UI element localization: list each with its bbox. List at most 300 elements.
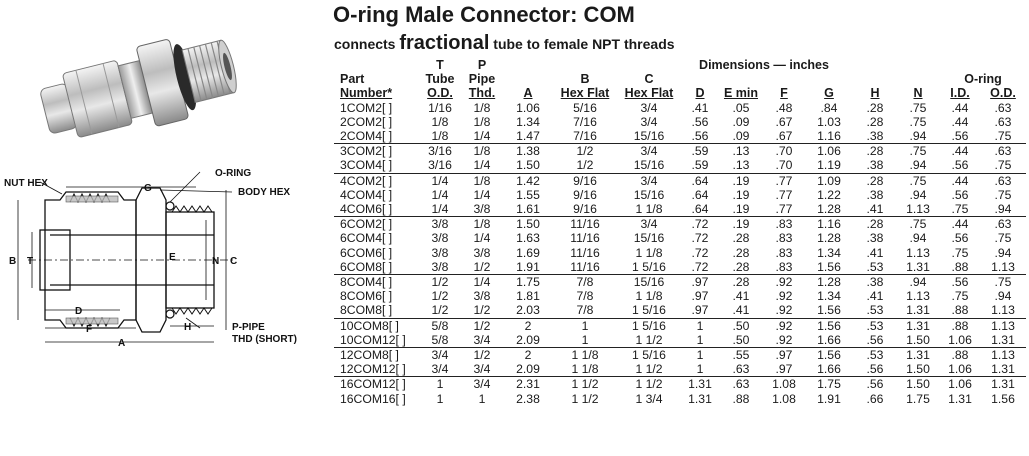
table-cell: 1 1/2	[616, 333, 682, 348]
table-cell: .77	[775, 187, 793, 202]
label-d: D	[75, 306, 83, 317]
table-cell: .92	[775, 289, 793, 304]
table-cell: .63	[732, 377, 750, 392]
table-cell: 3/8	[418, 260, 462, 275]
table-row	[334, 101, 1026, 115]
table-cell: .75	[909, 217, 927, 232]
table-cell: .28	[732, 231, 750, 246]
table-cell: .92	[775, 275, 793, 290]
table-cell: 1.19	[804, 158, 854, 173]
table-cell: .72	[691, 245, 709, 260]
table-cell: .83	[775, 217, 793, 232]
table-cell: 1	[581, 318, 589, 333]
table-cell: 1	[554, 333, 616, 348]
table-cell: 11/16	[570, 217, 600, 232]
table-cell: 1	[478, 391, 486, 406]
table-cell: 1.28	[804, 202, 854, 217]
subtitle-suffix: tube to female NPT threads	[489, 36, 675, 52]
table-cell: 3/4	[462, 362, 502, 377]
table-cell: 1.75	[516, 275, 540, 290]
table-cell: 1.34	[817, 245, 841, 260]
header-part-1: Part	[340, 72, 365, 87]
table-cell: 1/2	[576, 144, 594, 159]
table-cell: 1.56	[804, 303, 854, 318]
table-row	[334, 158, 1026, 173]
table-cell: .64	[691, 173, 709, 188]
table-cell: .56	[951, 187, 969, 202]
table-cell: 1/8	[418, 129, 462, 144]
table-cell: 1.31	[906, 348, 930, 363]
table-cell: 1.50	[896, 333, 940, 348]
table-cell: .59	[682, 158, 718, 173]
table-cell: .63	[994, 114, 1012, 129]
table-cell: 1.06	[940, 362, 980, 377]
table-cell: 1.31	[896, 303, 940, 318]
table-cell: .41	[866, 289, 884, 304]
table-cell: 1.31	[980, 362, 1026, 377]
table-cell: 1	[696, 318, 704, 333]
table-cell: 11/16	[554, 260, 616, 275]
table-cell: 1 3/4	[635, 391, 663, 406]
table-cell: 1.03	[817, 114, 841, 129]
part-number-cell: 2COM2[ ]	[340, 114, 393, 129]
header-h: H	[870, 86, 880, 101]
table-cell: .88	[732, 391, 750, 406]
header-part-2: Number*	[340, 86, 393, 101]
table-row	[334, 318, 1026, 333]
table-cell: 1.75	[817, 377, 841, 392]
table-cell: 1/16	[428, 100, 452, 115]
label-nut-hex: NUT HEX	[4, 178, 48, 189]
table-cell: 3/16	[428, 144, 452, 159]
table-cell: 1.13	[991, 318, 1015, 333]
part-number-cell: 8COM8[ ]	[334, 303, 418, 318]
table-cell: 1.16	[804, 129, 854, 144]
table-cell: .53	[866, 348, 884, 363]
table-cell: 1.13	[980, 303, 1026, 318]
table-cell: 1	[696, 348, 704, 363]
table-cell: 1.91	[502, 260, 554, 275]
table-row	[334, 202, 1026, 217]
part-number-cell: 4COM4[ ]	[340, 187, 393, 202]
label-t: T	[27, 256, 34, 267]
header-c-letter: C	[644, 72, 654, 87]
table-cell: .56	[866, 377, 884, 392]
table-cell: .64	[691, 187, 709, 202]
table-cell: 1 1/8	[554, 362, 616, 377]
table-cell: 1/4	[431, 187, 449, 202]
table-cell: .75	[909, 173, 927, 188]
page-subtitle	[334, 32, 675, 55]
table-cell: .75	[980, 129, 1026, 144]
table-cell: .88	[940, 303, 980, 318]
table-cell: .75	[909, 100, 927, 115]
table-row	[334, 333, 1026, 348]
table-cell: .56	[940, 158, 980, 173]
part-number-cell: 2COM4[ ]	[334, 129, 418, 144]
table-cell: 1	[682, 333, 718, 348]
header-oring-od: O.D.	[990, 86, 1016, 101]
table-cell: 3/8	[462, 202, 502, 217]
table-cell: .38	[866, 231, 884, 246]
table-cell: 1.56	[817, 348, 841, 363]
table-cell: .63	[994, 144, 1012, 159]
table-cell: 1.42	[516, 173, 540, 188]
table-cell: 15/16	[633, 231, 665, 246]
table-cell: 1/8	[473, 217, 491, 232]
table-cell: .05	[732, 100, 750, 115]
table-cell: 1 5/16	[632, 348, 666, 363]
table-cell: 2.38	[516, 391, 540, 406]
table-cell: 1.47	[502, 129, 554, 144]
table-row	[334, 188, 1026, 202]
part-number-cell: 12COM12[ ]	[334, 362, 418, 377]
part-number-cell: 8COM6[ ]	[340, 289, 393, 304]
table-cell: 1/8	[473, 173, 491, 188]
part-number-cell: 10COM8[ ]	[340, 318, 399, 333]
table-row	[334, 144, 1026, 159]
table-cell: 2.03	[502, 303, 554, 318]
header-e-min: E min	[723, 86, 759, 101]
table-cell: .19	[718, 202, 764, 217]
table-cell: 3/8	[431, 231, 449, 246]
table-cell: 1.06	[948, 377, 972, 392]
label-o-ring: O-RING	[215, 168, 252, 179]
label-h: H	[184, 322, 192, 333]
table-cell: 1/4	[462, 129, 502, 144]
table-cell: 1.50	[906, 377, 930, 392]
table-row	[334, 217, 1026, 232]
header-c-hexflat: Hex Flat	[624, 86, 674, 101]
table-cell: 1.09	[817, 173, 841, 188]
table-row	[334, 392, 1026, 406]
table-cell: .41	[732, 289, 750, 304]
table-cell: 1.13	[991, 348, 1015, 363]
table-cell: 1.69	[516, 245, 540, 260]
table-cell: .83	[775, 245, 793, 260]
table-cell: .92	[764, 333, 804, 348]
table-cell: 3/4	[462, 333, 502, 348]
label-c: C	[230, 256, 238, 267]
table-cell: 1.31	[896, 260, 940, 275]
table-cell: 1.56	[804, 260, 854, 275]
part-number-cell: 16COM16[ ]	[340, 391, 406, 406]
header-t-letter: T	[436, 58, 444, 72]
table-cell: .38	[866, 187, 884, 202]
table-cell: .97	[691, 289, 709, 304]
table-cell: 1.55	[516, 187, 540, 202]
table-cell: 1.08	[772, 391, 796, 406]
header-g: G	[824, 86, 834, 101]
table-cell: .94	[909, 275, 927, 290]
table-cell: .44	[951, 217, 969, 232]
table-cell: 1.13	[980, 260, 1026, 275]
table-cell: 1.13	[906, 245, 930, 260]
table-cell: .44	[951, 173, 969, 188]
table-cell: 1.31	[980, 333, 1026, 348]
table-cell: 1/4	[418, 202, 462, 217]
table-cell: 1.28	[817, 231, 841, 246]
table-cell: 1/2	[473, 318, 491, 333]
header-b-hexflat: Hex Flat	[560, 86, 610, 101]
table-cell: 1.06	[940, 333, 980, 348]
subtitle-prefix: connects	[334, 36, 400, 52]
table-cell: 3/4	[640, 144, 658, 159]
label-b: B	[9, 256, 17, 267]
table-cell: 1/4	[462, 158, 502, 173]
table-cell: 3/4	[431, 348, 449, 363]
table-cell: .41	[866, 245, 884, 260]
table-cell: 1 5/16	[616, 303, 682, 318]
label-f: F	[86, 324, 93, 335]
table-cell: 1/2	[462, 260, 502, 275]
table-row	[334, 173, 1026, 188]
table-cell: .67	[775, 114, 793, 129]
table-cell: 3/4	[640, 114, 658, 129]
table-cell: .28	[718, 260, 764, 275]
table-cell: 2	[524, 348, 532, 363]
table-cell: .48	[775, 100, 793, 115]
table-cell: .94	[994, 289, 1012, 304]
table-cell: 1.31	[906, 318, 930, 333]
table-cell: .75	[980, 158, 1026, 173]
label-body-hex: BODY HEX	[238, 187, 291, 198]
table-cell: .28	[866, 144, 884, 159]
table-cell: 1.31	[991, 377, 1015, 392]
part-number-cell: 3COM2[ ]	[340, 144, 393, 159]
table-cell: .56	[854, 362, 896, 377]
table-cell: 1/4	[431, 173, 449, 188]
part-number-cell: 6COM6[ ]	[340, 245, 393, 260]
table-cell: .56	[854, 333, 896, 348]
table-cell: 1 1/8	[635, 289, 663, 304]
header-dimensions: Dimensions — inches	[699, 58, 829, 72]
table-cell: .94	[896, 129, 940, 144]
table-cell: .97	[775, 348, 793, 363]
table-cell: 3/16	[418, 158, 462, 173]
table-cell: .75	[994, 231, 1012, 246]
table-cell: .94	[980, 202, 1026, 217]
table-cell: 1/4	[473, 275, 491, 290]
table-cell: 7/8	[554, 303, 616, 318]
table-cell: .77	[764, 202, 804, 217]
table-cell: 1 1/2	[571, 391, 599, 406]
table-cell: 2.09	[502, 333, 554, 348]
table-cell: 7/8	[576, 275, 594, 290]
table-cell: 1.63	[516, 231, 540, 246]
table-cell: 1.66	[804, 333, 854, 348]
table-cell: 3/8	[431, 245, 449, 260]
table-row	[334, 260, 1026, 275]
table-row	[334, 231, 1026, 245]
table-cell: .44	[951, 144, 969, 159]
table-cell: 1	[436, 391, 444, 406]
table-cell: .77	[775, 173, 793, 188]
header-oring: O-ring	[964, 72, 1002, 87]
header-pipe-thd: Thd.	[468, 86, 496, 101]
table-cell: 1.56	[817, 318, 841, 333]
table-cell: .72	[682, 260, 718, 275]
table-cell: .92	[764, 303, 804, 318]
table-cell: 1.50	[896, 362, 940, 377]
table-cell: 1	[436, 377, 444, 392]
table-cell: 1.50	[516, 217, 540, 232]
part-number-cell: 6COM4[ ]	[340, 231, 393, 246]
table-cell: 1	[682, 362, 718, 377]
table-cell: .88	[940, 260, 980, 275]
header-d: D	[695, 86, 705, 101]
table-cell: .70	[764, 158, 804, 173]
table-cell: .75	[909, 144, 927, 159]
table-cell: .28	[866, 100, 884, 115]
header-a: A	[523, 86, 533, 101]
table-cell: 3/4	[640, 217, 658, 232]
table-cell: 7/16	[573, 114, 597, 129]
table-cell: .56	[951, 231, 969, 246]
table-cell: 1.31	[948, 391, 972, 406]
header-b-letter: B	[580, 72, 590, 87]
table-cell: .63	[994, 100, 1012, 115]
table-cell: 1.81	[516, 289, 540, 304]
part-number-cell: 16COM12[ ]	[340, 377, 406, 392]
table-cell: .55	[732, 348, 750, 363]
table-cell: .83	[775, 231, 793, 246]
table-cell: .75	[951, 245, 969, 260]
table-cell: .56	[951, 275, 969, 290]
table-row	[334, 129, 1026, 144]
table-cell: 5/8	[418, 333, 462, 348]
table-cell: 9/16	[573, 187, 597, 202]
table-cell: .84	[820, 100, 838, 115]
table-cell: 1.38	[516, 144, 540, 159]
table-cell: 3/4	[640, 100, 658, 115]
part-number-cell: 8COM4[ ]	[340, 275, 393, 290]
table-cell: 1/2	[462, 303, 502, 318]
table-cell: 3/4	[473, 377, 491, 392]
table-cell: .28	[866, 114, 884, 129]
table-cell: 5/8	[431, 318, 449, 333]
table-row	[334, 348, 1026, 363]
table-cell: .19	[732, 187, 750, 202]
table-cell: .41	[854, 202, 896, 217]
table-cell: .63	[718, 362, 764, 377]
table-cell: 1.13	[896, 202, 940, 217]
header-n: N	[913, 86, 923, 101]
table-cell: 1 1/2	[571, 377, 599, 392]
table-cell: .59	[691, 144, 709, 159]
table-cell: 1.91	[817, 391, 841, 406]
table-cell: 3/8	[431, 217, 449, 232]
table-cell: .13	[718, 158, 764, 173]
table-cell: 1/8	[473, 114, 491, 129]
table-cell: 7/16	[554, 129, 616, 144]
table-cell: 1.06	[516, 100, 540, 115]
table-cell: .28	[866, 217, 884, 232]
table-cell: .70	[775, 144, 793, 159]
table-cell: 11/16	[570, 245, 600, 260]
table-cell: 5/16	[573, 100, 597, 115]
header-f: F	[780, 86, 788, 101]
table-row	[334, 115, 1026, 129]
table-cell: 9/16	[554, 202, 616, 217]
table-cell: 3/4	[640, 173, 658, 188]
table-body	[334, 101, 1026, 406]
table-row	[334, 275, 1026, 290]
table-cell: 7/8	[576, 289, 594, 304]
table-cell: .56	[682, 129, 718, 144]
table-cell: 1.34	[516, 114, 540, 129]
table-row	[334, 303, 1026, 318]
table-cell: 1 5/16	[632, 318, 666, 333]
table-cell: 1 1/2	[616, 362, 682, 377]
table-cell: .66	[866, 391, 884, 406]
table-cell: 3/8	[473, 245, 491, 260]
part-number-cell: 4COM6[ ]	[334, 202, 418, 217]
table-cell: .83	[764, 260, 804, 275]
table-cell: 11/16	[570, 231, 600, 246]
header-oring-id: I.D.	[950, 86, 970, 101]
table-cell: .53	[854, 303, 896, 318]
part-number-cell: 3COM4[ ]	[334, 158, 418, 173]
subtitle-emphasis: fractional	[399, 32, 490, 54]
table-cell: .75	[994, 187, 1012, 202]
table-cell: 1/8	[473, 144, 491, 159]
table-row	[334, 289, 1026, 303]
table-cell: 2	[524, 318, 532, 333]
part-number-cell: 1COM2[ ]	[340, 100, 393, 115]
label-p-pipe: P-PIPE	[232, 322, 265, 333]
table-cell: 1.50	[502, 158, 554, 173]
table-cell: .92	[775, 318, 793, 333]
table-cell: .72	[691, 231, 709, 246]
table-cell: 2.09	[502, 362, 554, 377]
table-cell: 1 1/8	[616, 202, 682, 217]
table-cell: 1.28	[817, 275, 841, 290]
table-cell: 1/2	[473, 348, 491, 363]
table-cell: 1/2	[431, 275, 449, 290]
table-cell: 1.08	[772, 377, 796, 392]
table-cell: .97	[691, 275, 709, 290]
table-cell: 1/2	[554, 158, 616, 173]
table-cell: .50	[732, 318, 750, 333]
part-number-cell: 10COM12[ ]	[334, 333, 418, 348]
table-cell: 1.56	[991, 391, 1015, 406]
table-cell: .88	[951, 348, 969, 363]
table-cell: .88	[951, 318, 969, 333]
table-cell: 1/2	[418, 303, 462, 318]
table-cell: .94	[909, 231, 927, 246]
table-cell: 1/4	[473, 231, 491, 246]
table-cell: 1.31	[688, 391, 712, 406]
cross-section-diagram	[0, 160, 330, 390]
table-cell: .72	[691, 217, 709, 232]
part-number-cell: 6COM8[ ]	[334, 260, 418, 275]
table-row	[334, 362, 1026, 377]
table-cell: .53	[854, 260, 896, 275]
label-n: N	[212, 256, 220, 267]
table-cell: 1.06	[817, 144, 841, 159]
table-cell: .28	[732, 275, 750, 290]
table-cell: 3/8	[473, 289, 491, 304]
header-row-3	[334, 86, 1026, 100]
table-row	[334, 246, 1026, 260]
table-cell: 1/8	[473, 100, 491, 115]
table-row	[334, 377, 1026, 392]
table-cell: 1.16	[817, 217, 841, 232]
table-cell: 15/16	[633, 275, 665, 290]
table-cell: .41	[718, 303, 764, 318]
table-cell: .38	[866, 275, 884, 290]
